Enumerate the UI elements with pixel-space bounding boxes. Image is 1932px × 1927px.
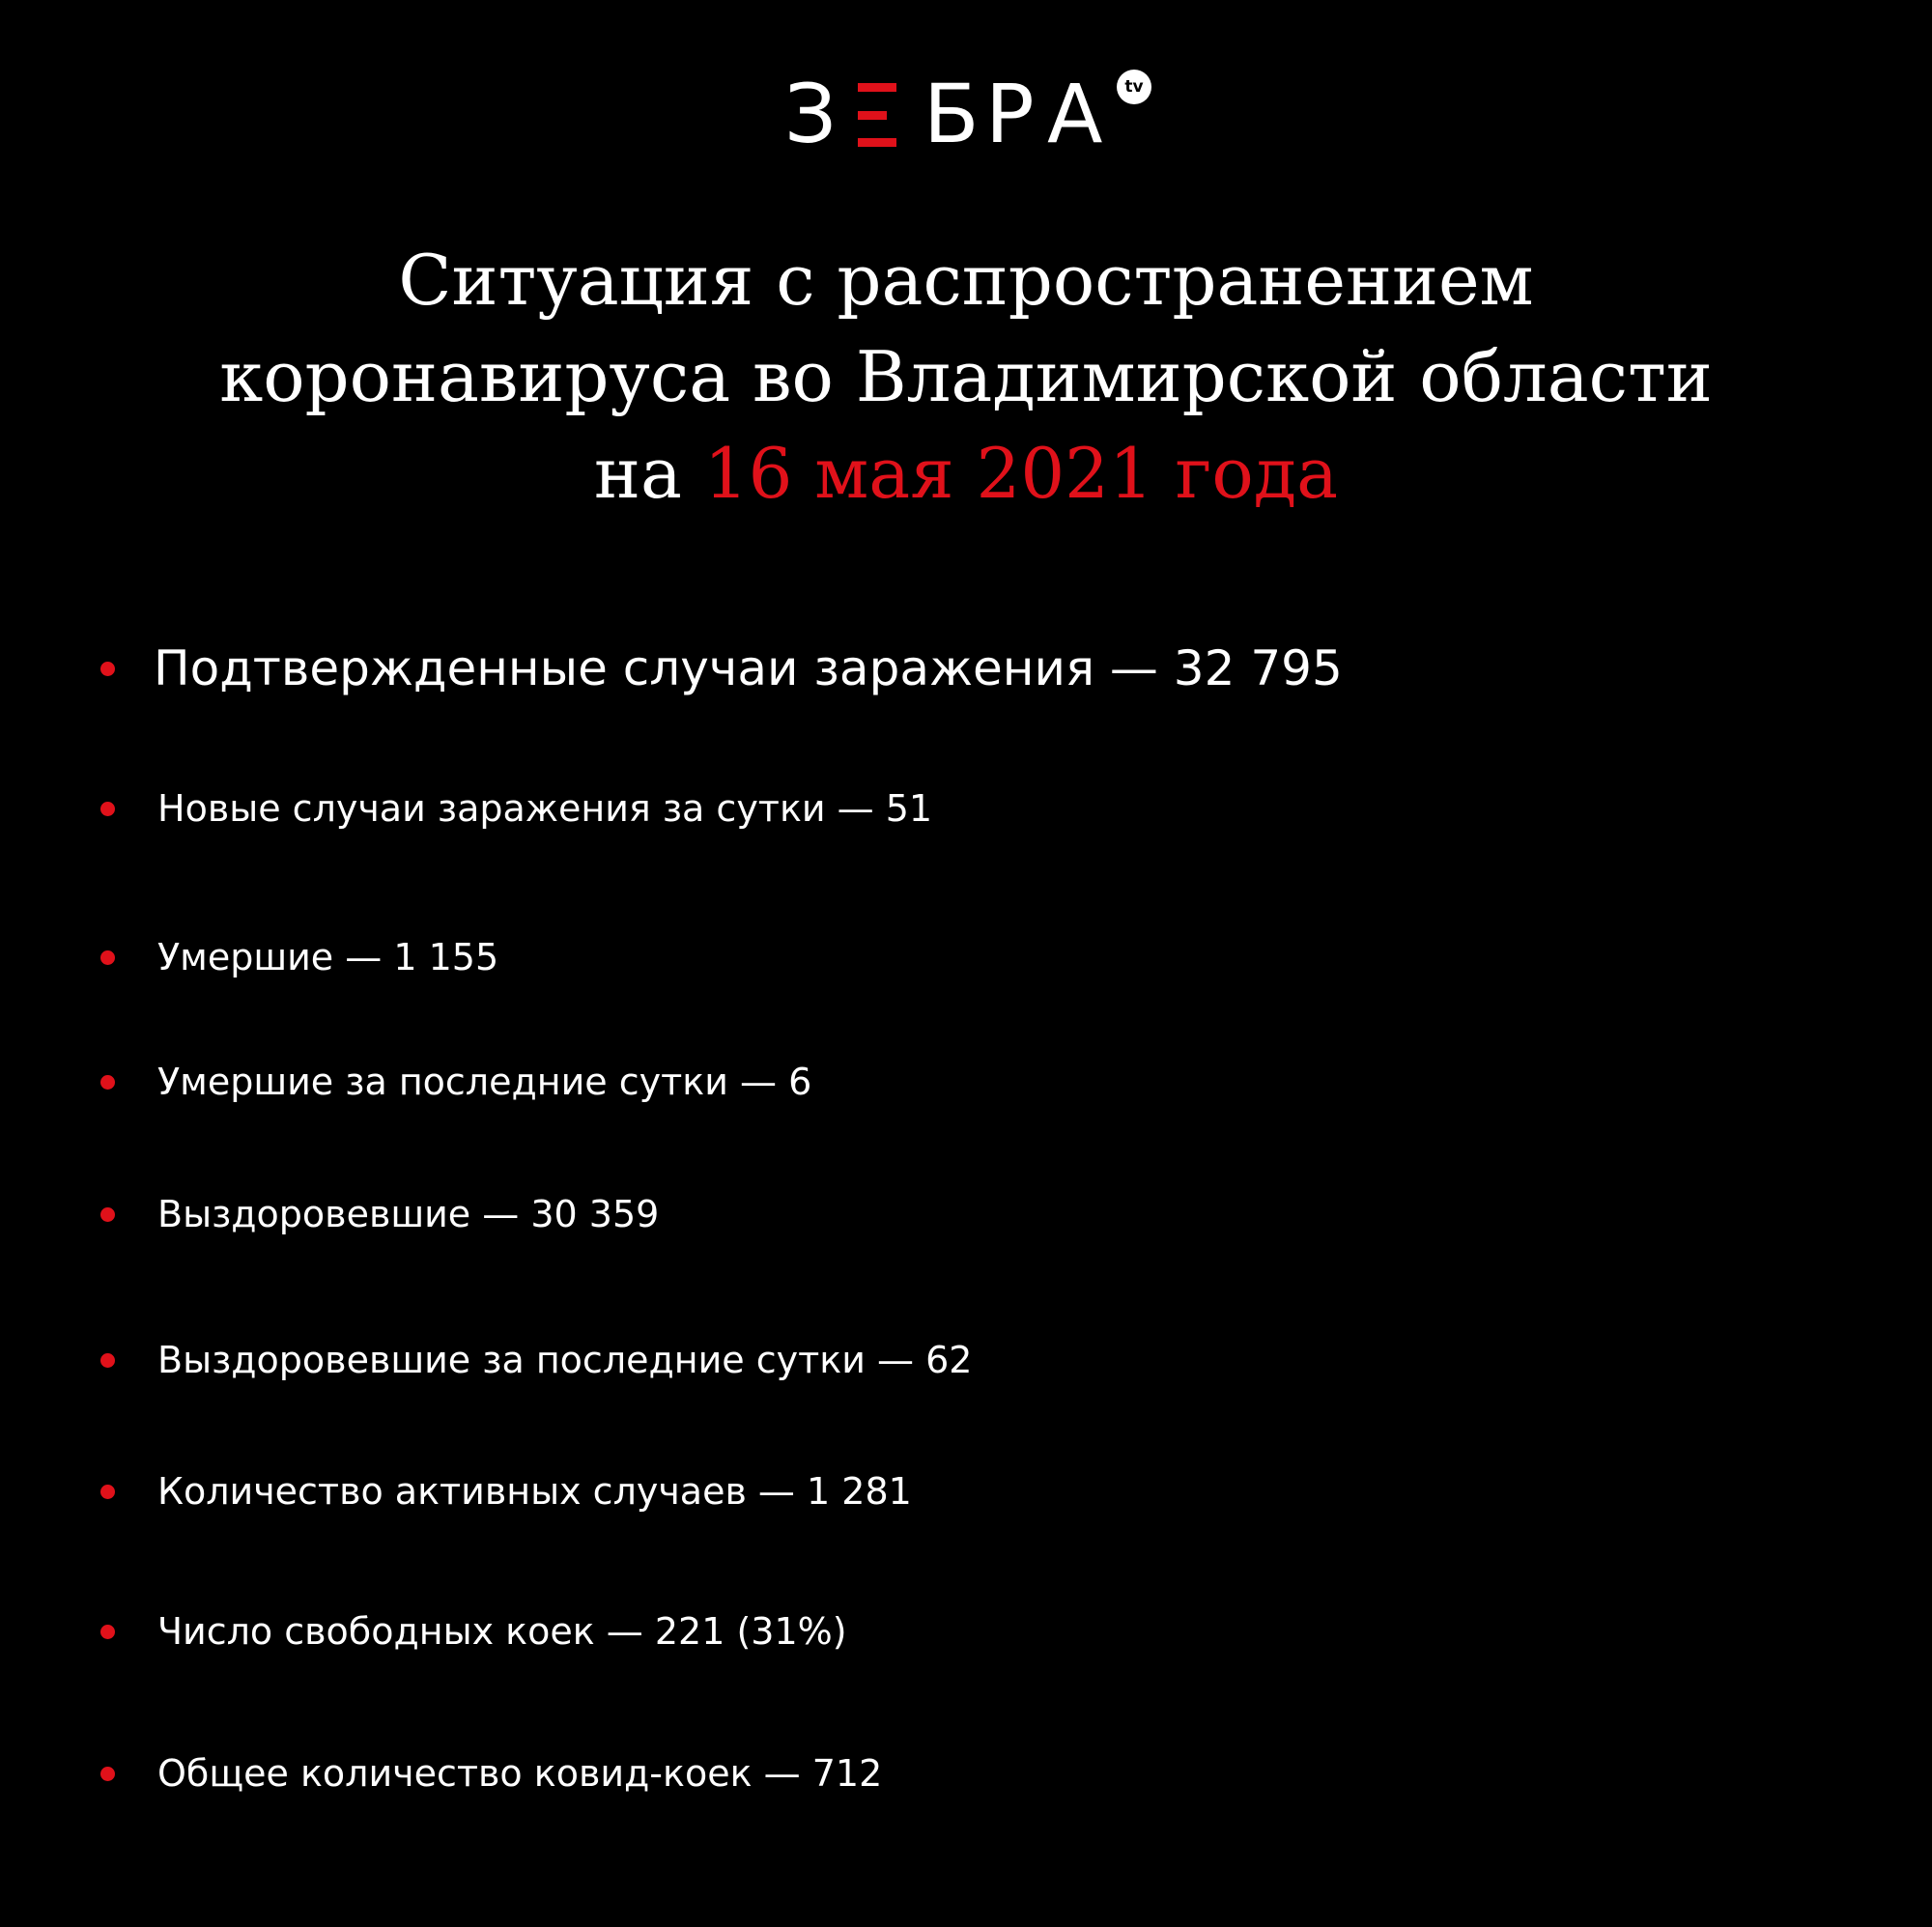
bullet-dot-icon [100, 1353, 115, 1368]
bullet-dot-icon [100, 1075, 115, 1090]
stat-text: Умершие — 1 155 [157, 936, 499, 978]
stat-total-covid-beds [100, 1752, 882, 1795]
logo-letter-a: А [1047, 67, 1103, 161]
bullet-dot-icon [100, 1767, 115, 1781]
stat-new-cases-daily [100, 787, 932, 830]
bullet-dot-icon [100, 802, 115, 816]
stat-deaths-daily [100, 1061, 811, 1103]
bullet-dot-icon [100, 1485, 115, 1499]
stat-recovered [100, 1193, 659, 1235]
title-date-prefix: на [593, 433, 682, 514]
stat-text: Число свободных коек — 221 (31%) [157, 1610, 847, 1653]
stat-text: Выздоровевшие за последние сутки — 62 [157, 1339, 973, 1381]
stat-confirmed-cases [100, 640, 1343, 696]
bullet-dot-icon [100, 662, 115, 676]
stat-active-cases [100, 1470, 912, 1513]
bullet-dot-icon [100, 1625, 115, 1639]
bullet-dot-icon [100, 950, 115, 965]
bullet-dot-icon [100, 1207, 115, 1222]
stat-text: Выздоровевшие — 30 359 [157, 1193, 660, 1235]
stat-text: Умершие за последние сутки — 6 [157, 1061, 812, 1103]
stat-text: Новые случаи заражения за сутки — 51 [157, 787, 933, 830]
logo-letter-z: З [784, 67, 837, 161]
stat-text: Общее количество ковид-коек — 712 [157, 1752, 883, 1795]
stat-text: Количество активных случаев — 1 281 [157, 1470, 912, 1513]
title-line-1: Ситуация с распространением [398, 240, 1534, 321]
title-line-2: коронавируса во Владимирской области [219, 336, 1713, 417]
logo-letter-r: Р [985, 67, 1035, 161]
stat-free-beds [100, 1610, 847, 1653]
stat-recovered-daily [100, 1339, 972, 1381]
title-date: 16 мая 2021 года [703, 433, 1338, 514]
stat-text: Подтвержденные случаи заражения — 32 795 [154, 640, 1343, 696]
logo-letter-b: Б [923, 67, 980, 161]
stat-deaths [100, 936, 498, 978]
logo-tv-badge: tv [1117, 70, 1151, 104]
